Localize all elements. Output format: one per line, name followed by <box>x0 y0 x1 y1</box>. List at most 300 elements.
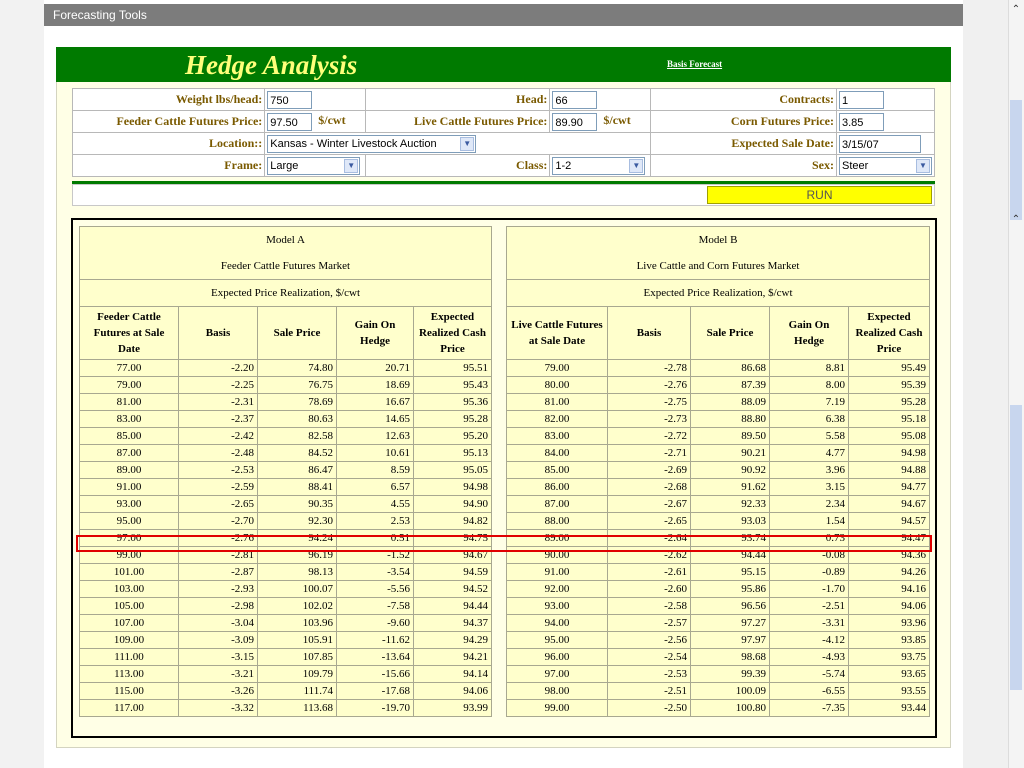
frame-select[interactable] <box>267 157 360 175</box>
model-b-cell: -2.78 <box>608 360 691 377</box>
model-a-cell: 95.28 <box>414 411 492 428</box>
model-a-cell: 12.63 <box>337 428 414 445</box>
model-a-cell: 95.51 <box>414 360 492 377</box>
model-a-cell: 94.52 <box>414 581 492 598</box>
model-b-row <box>507 700 930 717</box>
model-a-cell: 85.00 <box>80 428 179 445</box>
model-b-cell: 2.34 <box>770 496 849 513</box>
model-a-cell: -3.04 <box>179 615 258 632</box>
model-b-cell: -7.35 <box>770 700 849 717</box>
model-b-cell: 98.68 <box>691 649 770 666</box>
basis-forecast-link[interactable]: Basis Forecast <box>667 59 723 69</box>
model-b-row <box>507 564 930 581</box>
model-a-cell: 81.00 <box>80 394 179 411</box>
model-b-cell: -6.55 <box>770 683 849 700</box>
model-a-cell: 95.36 <box>414 394 492 411</box>
model-b-title: Model B <box>698 234 738 246</box>
model-b-cell: 94.47 <box>849 530 930 547</box>
chevron-down-icon[interactable]: ▼ <box>460 137 474 151</box>
model-b-cell: 8.00 <box>770 377 849 394</box>
model-b-row <box>507 445 930 462</box>
model-b-cell: 90.92 <box>691 462 770 479</box>
model-b-row <box>507 428 930 445</box>
model-b-cell: -2.53 <box>608 666 691 683</box>
contracts-label: Contracts: <box>651 89 837 111</box>
model-b-cell: -2.67 <box>608 496 691 513</box>
model-b-realization: Expected Price Realization, $/cwt <box>507 280 930 307</box>
model-b-row <box>507 666 930 683</box>
model-a-cell: -2.76 <box>179 530 258 547</box>
model-a-cell: -3.21 <box>179 666 258 683</box>
feeder-price-cell <box>265 111 366 133</box>
model-b-cell: 7.19 <box>770 394 849 411</box>
model-b-cell: 4.77 <box>770 445 849 462</box>
left-margin <box>0 0 44 768</box>
model-a-cell: -2.81 <box>179 547 258 564</box>
run-button[interactable]: RUN <box>707 186 932 204</box>
model-b-cell: 100.09 <box>691 683 770 700</box>
weight-input[interactable]: 750 <box>267 91 312 109</box>
model-b-cell: 95.18 <box>849 411 930 428</box>
model-a-cell: 79.00 <box>80 377 179 394</box>
model-b-cell: -2.57 <box>608 615 691 632</box>
model-b-cell: 84.00 <box>507 445 608 462</box>
model-b-cell: 1.54 <box>770 513 849 530</box>
model-b-cell: -4.12 <box>770 632 849 649</box>
model-a-cell: -2.25 <box>179 377 258 394</box>
model-a-col-realized: Expected Realized Cash Price <box>414 307 492 360</box>
model-b-cell: 94.88 <box>849 462 930 479</box>
model-b-cell: 86.00 <box>507 479 608 496</box>
model-b-cell: 86.68 <box>691 360 770 377</box>
location-label: Location:: <box>73 133 265 155</box>
model-b-cell: 94.57 <box>849 513 930 530</box>
model-b-cell: 87.39 <box>691 377 770 394</box>
model-a-cell: 74.80 <box>258 360 337 377</box>
model-a-cell: -17.68 <box>337 683 414 700</box>
model-b-cell: 94.67 <box>849 496 930 513</box>
model-a-row <box>80 394 492 411</box>
model-a-cell: 101.00 <box>80 564 179 581</box>
model-b-cell: -2.69 <box>608 462 691 479</box>
model-b-cell: -2.61 <box>608 564 691 581</box>
model-b-cell: 93.75 <box>849 649 930 666</box>
model-a-cell: 14.65 <box>337 411 414 428</box>
model-b-row <box>507 649 930 666</box>
model-b-cell: 98.00 <box>507 683 608 700</box>
model-b-row <box>507 479 930 496</box>
model-b-cell: 94.16 <box>849 581 930 598</box>
model-a-row <box>80 683 492 700</box>
model-b-cell: 92.33 <box>691 496 770 513</box>
head-input[interactable]: 66 <box>552 91 597 109</box>
head-label: Head: <box>366 89 550 111</box>
model-a-cell: 89.00 <box>80 462 179 479</box>
model-b-row <box>507 615 930 632</box>
class-cell <box>550 155 651 177</box>
corn-price-cell <box>837 111 935 133</box>
model-b-cell: 88.00 <box>507 513 608 530</box>
model-a-realization: Expected Price Realization, $/cwt <box>80 280 492 307</box>
model-a-cell: 109.00 <box>80 632 179 649</box>
model-a-cell: -2.37 <box>179 411 258 428</box>
model-a-cell: 96.19 <box>258 547 337 564</box>
sale-date-input[interactable]: 3/15/07 <box>839 135 921 153</box>
model-b-cell: 94.00 <box>507 615 608 632</box>
live-price-input[interactable]: 89.90 <box>552 113 597 131</box>
model-b-col-realized: Expected Realized Cash Price <box>849 307 930 360</box>
model-a-cell: 94.90 <box>414 496 492 513</box>
weight-cell <box>265 89 366 111</box>
model-b-cell: 93.85 <box>849 632 930 649</box>
model-a-row <box>80 479 492 496</box>
model-b-cell: 97.97 <box>691 632 770 649</box>
model-b-cell: 89.50 <box>691 428 770 445</box>
model-b-cell: 81.00 <box>507 394 608 411</box>
model-b-cell: 96.56 <box>691 598 770 615</box>
model-a-cell: -15.66 <box>337 666 414 683</box>
model-b-cell: 95.15 <box>691 564 770 581</box>
scroll-up-icon[interactable]: ⌃ <box>1011 4 1021 15</box>
model-b-cell: 94.98 <box>849 445 930 462</box>
corn-price-input[interactable]: 3.85 <box>839 113 884 131</box>
model-a-row <box>80 615 492 632</box>
model-a-cell: 111.74 <box>258 683 337 700</box>
model-b-cell: 85.00 <box>507 462 608 479</box>
model-b-cell: -2.50 <box>608 700 691 717</box>
model-b-cell: 97.27 <box>691 615 770 632</box>
model-b-col-basis: Basis <box>608 307 691 360</box>
model-b-cell: 94.44 <box>691 547 770 564</box>
model-a-cell: 95.13 <box>414 445 492 462</box>
model-a-cell: 113.68 <box>258 700 337 717</box>
model-a-cell: -2.42 <box>179 428 258 445</box>
model-a-cell: -2.87 <box>179 564 258 581</box>
model-a-cell: 95.43 <box>414 377 492 394</box>
model-b-cell: 90.21 <box>691 445 770 462</box>
feeder-unit: $/cwt <box>318 113 346 128</box>
frame-cell <box>265 155 366 177</box>
model-b-cell: -1.70 <box>770 581 849 598</box>
model-b-cell: -5.74 <box>770 666 849 683</box>
head-cell <box>550 89 651 111</box>
model-a-row <box>80 666 492 683</box>
model-a-table <box>79 226 492 717</box>
model-a-cell: 107.85 <box>258 649 337 666</box>
model-a-row <box>80 649 492 666</box>
model-a-cell: 94.14 <box>414 666 492 683</box>
model-a-cell: 93.00 <box>80 496 179 513</box>
model-a-subtitle: Feeder Cattle Futures Market <box>220 260 351 272</box>
model-a-cell: -3.09 <box>179 632 258 649</box>
model-a-cell: 107.00 <box>80 615 179 632</box>
model-a-cell: 94.82 <box>414 513 492 530</box>
model-b-cell: -2.71 <box>608 445 691 462</box>
model-a-cell: 111.00 <box>80 649 179 666</box>
model-a-cell: 94.24 <box>258 530 337 547</box>
chevron-down-icon[interactable]: ▼ <box>344 159 358 173</box>
model-a-cell: 87.00 <box>80 445 179 462</box>
model-b-cell: 82.00 <box>507 411 608 428</box>
model-b-cell: 93.03 <box>691 513 770 530</box>
model-b-cell: -3.31 <box>770 615 849 632</box>
model-b-cell: 99.39 <box>691 666 770 683</box>
class-value: 1-2 <box>555 159 572 172</box>
model-b-cell: -2.60 <box>608 581 691 598</box>
sex-value: Steer <box>842 159 869 172</box>
model-a-cell: 97.00 <box>80 530 179 547</box>
frame-value: Large <box>270 159 299 172</box>
sale-date-label: Expected Sale Date: <box>651 133 837 155</box>
model-b-cell: 83.00 <box>507 428 608 445</box>
model-a-cell: 95.05 <box>414 462 492 479</box>
corn-price-label: Corn Futures Price: <box>651 111 837 133</box>
model-a-cell: 18.69 <box>337 377 414 394</box>
model-b-cell: -0.08 <box>770 547 849 564</box>
model-a-cell: -3.26 <box>179 683 258 700</box>
location-cell <box>265 133 651 155</box>
model-b-cell: -2.72 <box>608 428 691 445</box>
model-a-row <box>80 360 492 377</box>
model-a-row <box>80 377 492 394</box>
model-a-row <box>80 445 492 462</box>
model-a-cell: 91.00 <box>80 479 179 496</box>
model-a-cell: 117.00 <box>80 700 179 717</box>
model-a-cell: 95.20 <box>414 428 492 445</box>
model-a-cell: -2.20 <box>179 360 258 377</box>
model-b-cell: 93.55 <box>849 683 930 700</box>
model-a-cell: -3.54 <box>337 564 414 581</box>
location-select[interactable] <box>267 135 476 153</box>
model-a-cell: 94.29 <box>414 632 492 649</box>
model-b-cell: 95.28 <box>849 394 930 411</box>
contracts-input[interactable]: 1 <box>839 91 884 109</box>
feeder-price-label: Feeder Cattle Futures Price: <box>73 111 265 133</box>
model-a-cell: -2.59 <box>179 479 258 496</box>
model-a-cell: 83.00 <box>80 411 179 428</box>
model-a-cell: 115.00 <box>80 683 179 700</box>
model-b-col-sale-price: Sale Price <box>691 307 770 360</box>
model-a-col-gain: Gain On Hedge <box>337 307 414 360</box>
model-a-cell: 92.30 <box>258 513 337 530</box>
model-b-cell: 88.80 <box>691 411 770 428</box>
model-a-cell: -9.60 <box>337 615 414 632</box>
class-label: Class: <box>366 155 550 177</box>
model-a-cell: 94.59 <box>414 564 492 581</box>
model-b-row <box>507 462 930 479</box>
model-b-row <box>507 360 930 377</box>
scroll-up-icon[interactable]: ⌃ <box>1011 214 1021 225</box>
model-a-cell: 8.59 <box>337 462 414 479</box>
live-price-cell <box>550 111 651 133</box>
model-a-col-basis: Basis <box>179 307 258 360</box>
model-a-cell: 94.44 <box>414 598 492 615</box>
model-b-cell: 95.86 <box>691 581 770 598</box>
model-a-cell: -11.62 <box>337 632 414 649</box>
model-b-cell: 95.08 <box>849 428 930 445</box>
model-b-cell: 94.06 <box>849 598 930 615</box>
model-b-cell: -2.76 <box>608 377 691 394</box>
model-b-cell: 6.38 <box>770 411 849 428</box>
model-b-cell: -2.51 <box>770 598 849 615</box>
model-b-cell: 92.00 <box>507 581 608 598</box>
model-b-row <box>507 683 930 700</box>
model-b-cell: -2.64 <box>608 530 691 547</box>
model-a-cell: 16.67 <box>337 394 414 411</box>
model-a-cell: -13.64 <box>337 649 414 666</box>
model-a-cell: -2.93 <box>179 581 258 598</box>
model-a-cell: 76.75 <box>258 377 337 394</box>
model-a-cell: 0.51 <box>337 530 414 547</box>
model-a-cell: 103.96 <box>258 615 337 632</box>
model-a-cell: 99.00 <box>80 547 179 564</box>
chevron-down-icon[interactable]: ▼ <box>629 159 643 173</box>
model-b-row <box>507 377 930 394</box>
model-a-cell: 109.79 <box>258 666 337 683</box>
live-price-label: Live Cattle Futures Price: <box>366 111 550 133</box>
model-b-cell: 88.09 <box>691 394 770 411</box>
model-b-row <box>507 581 930 598</box>
model-b-row <box>507 513 930 530</box>
model-a-row <box>80 496 492 513</box>
input-form <box>72 88 935 177</box>
model-b-cell: 95.00 <box>507 632 608 649</box>
model-b-subtitle: Live Cattle and Corn Futures Market <box>636 260 800 272</box>
frame-label: Frame: <box>73 155 265 177</box>
scrollbar-thumb[interactable] <box>1010 100 1022 220</box>
model-a-cell: 94.21 <box>414 649 492 666</box>
model-b-cell: 97.00 <box>507 666 608 683</box>
model-b-cell: -2.73 <box>608 411 691 428</box>
window-title-bar: Forecasting Tools <box>44 4 963 26</box>
model-a-cell: 90.35 <box>258 496 337 513</box>
model-b-cell: -2.51 <box>608 683 691 700</box>
model-b-cell: 100.80 <box>691 700 770 717</box>
model-b-cell: 95.39 <box>849 377 930 394</box>
model-a-cell: 98.13 <box>258 564 337 581</box>
page-title: Hedge Analysis <box>185 50 358 80</box>
model-b-cell: 94.36 <box>849 547 930 564</box>
model-b-col-futures: Live Cattle Futures at Sale Date <box>507 307 608 360</box>
model-a-row <box>80 700 492 717</box>
model-b-header <box>507 227 930 280</box>
model-a-cell: 103.00 <box>80 581 179 598</box>
model-a-cell: 94.98 <box>414 479 492 496</box>
model-a-row <box>80 462 492 479</box>
model-b-cell: 93.00 <box>507 598 608 615</box>
model-a-cell: 100.07 <box>258 581 337 598</box>
model-b-cell: -2.62 <box>608 547 691 564</box>
sale-date-cell <box>837 133 935 155</box>
model-b-cell: 91.62 <box>691 479 770 496</box>
model-a-cell: -7.58 <box>337 598 414 615</box>
model-b-cell: 90.00 <box>507 547 608 564</box>
model-a-row <box>80 428 492 445</box>
model-b-col-gain: Gain On Hedge <box>770 307 849 360</box>
model-b-cell: 89.00 <box>507 530 608 547</box>
model-a-cell: -5.56 <box>337 581 414 598</box>
model-b-cell: 0.73 <box>770 530 849 547</box>
model-a-row <box>80 632 492 649</box>
model-b-cell: -2.65 <box>608 513 691 530</box>
model-b-cell: 94.77 <box>849 479 930 496</box>
model-a-cell: -19.70 <box>337 700 414 717</box>
model-a-cell: 94.37 <box>414 615 492 632</box>
model-a-cell: 6.57 <box>337 479 414 496</box>
model-a-cell: -2.65 <box>179 496 258 513</box>
model-a-row <box>80 581 492 598</box>
model-b-cell: 5.58 <box>770 428 849 445</box>
model-a-cell: 94.75 <box>414 530 492 547</box>
model-b-cell: -4.93 <box>770 649 849 666</box>
model-a-cell: -2.53 <box>179 462 258 479</box>
model-a-cell: 105.00 <box>80 598 179 615</box>
model-b-table <box>506 226 930 717</box>
model-a-cell: 94.06 <box>414 683 492 700</box>
model-b-row <box>507 598 930 615</box>
model-a-cell: -3.15 <box>179 649 258 666</box>
model-b-cell: 94.26 <box>849 564 930 581</box>
model-a-title: Model A <box>266 234 305 246</box>
location-value: Kansas - Winter Livestock Auction <box>270 137 437 150</box>
sex-label: Sex: <box>651 155 837 177</box>
sex-select[interactable] <box>839 157 932 175</box>
model-b-cell: 91.00 <box>507 564 608 581</box>
model-a-cell: 102.02 <box>258 598 337 615</box>
model-b-row <box>507 411 930 428</box>
model-a-row <box>80 564 492 581</box>
model-b-cell: -2.68 <box>608 479 691 496</box>
contracts-cell <box>837 89 935 111</box>
model-a-cell: 94.67 <box>414 547 492 564</box>
model-a-col-sale-price: Sale Price <box>258 307 337 360</box>
model-b-cell: 87.00 <box>507 496 608 513</box>
model-b-cell: 3.96 <box>770 462 849 479</box>
class-select[interactable] <box>552 157 645 175</box>
model-a-row <box>80 513 492 530</box>
model-a-cell: 4.55 <box>337 496 414 513</box>
model-a-cell: 84.52 <box>258 445 337 462</box>
model-b-cell: -2.75 <box>608 394 691 411</box>
scrollbar-track[interactable] <box>1010 405 1022 690</box>
model-a-cell: 2.53 <box>337 513 414 530</box>
model-b-cell: -2.56 <box>608 632 691 649</box>
model-a-cell: 113.00 <box>80 666 179 683</box>
sex-cell <box>837 155 935 177</box>
model-a-cell: 78.69 <box>258 394 337 411</box>
feeder-price-input[interactable]: 97.50 <box>267 113 312 131</box>
model-b-cell: 95.49 <box>849 360 930 377</box>
model-a-cell: 105.91 <box>258 632 337 649</box>
model-a-cell: 86.47 <box>258 462 337 479</box>
model-b-cell: 8.81 <box>770 360 849 377</box>
model-b-row <box>507 496 930 513</box>
model-b-cell: 93.96 <box>849 615 930 632</box>
model-a-row <box>80 411 492 428</box>
model-b-cell: 96.00 <box>507 649 608 666</box>
model-b-cell: 79.00 <box>507 360 608 377</box>
model-b-cell: 3.15 <box>770 479 849 496</box>
model-a-cell: 77.00 <box>80 360 179 377</box>
model-a-cell: 88.41 <box>258 479 337 496</box>
model-a-cell: -2.70 <box>179 513 258 530</box>
model-b-cell: 93.74 <box>691 530 770 547</box>
model-a-cell: 20.71 <box>337 360 414 377</box>
chevron-down-icon[interactable]: ▼ <box>916 159 930 173</box>
model-a-col-futures: Feeder Cattle Futures at Sale Date <box>80 307 179 360</box>
model-a-cell: -2.31 <box>179 394 258 411</box>
model-a-cell: -3.32 <box>179 700 258 717</box>
